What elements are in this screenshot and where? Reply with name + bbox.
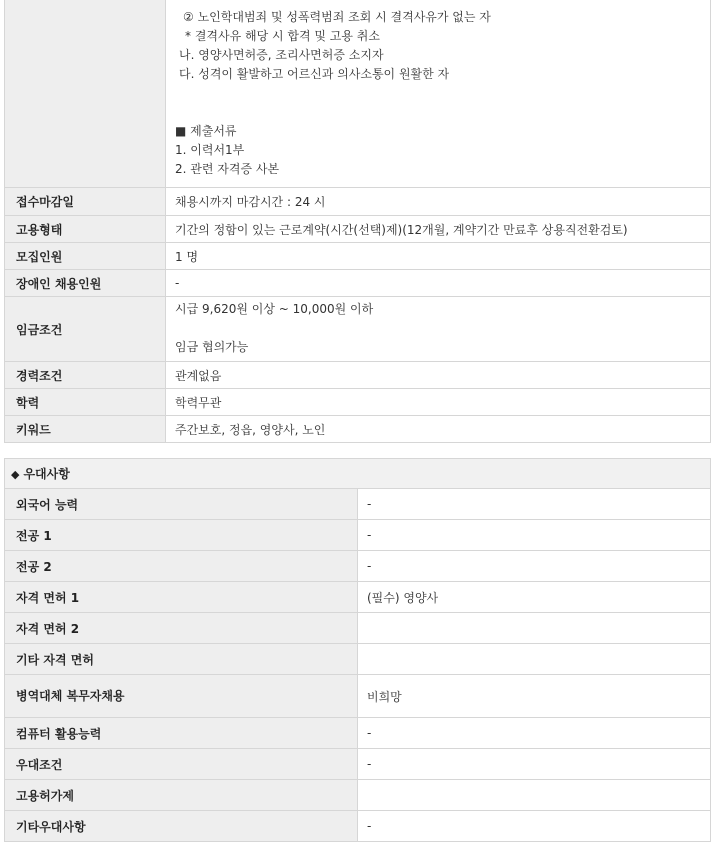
row-value bbox=[358, 780, 711, 811]
details-row bbox=[5, 0, 711, 188]
row-value: 학력무관 bbox=[166, 389, 711, 416]
diamond-bullet-icon: ◆ bbox=[11, 468, 20, 481]
education-row bbox=[5, 389, 711, 416]
pref-row bbox=[5, 749, 711, 780]
row-label: 자격 면허 1 bbox=[5, 582, 358, 613]
wage-negotiable: 임금 협의가능 bbox=[175, 340, 249, 354]
pref-row bbox=[5, 675, 711, 718]
pref-row bbox=[5, 613, 711, 644]
spacer bbox=[175, 103, 704, 122]
wage-row bbox=[5, 297, 711, 362]
row-value: 기간의 정함이 있는 근로계약(시간(선택)제)(12개월, 계약기간 만료후 상용직전환검토) bbox=[166, 216, 711, 243]
row-value: 주간보호, 정읍, 영양사, 노인 bbox=[166, 416, 711, 443]
row-label: 외국어 능력 bbox=[5, 489, 358, 520]
row-value bbox=[358, 644, 711, 675]
row-value: 비희망 bbox=[358, 675, 711, 718]
pref-row bbox=[5, 520, 711, 551]
preferences-table bbox=[4, 458, 711, 842]
pref-row bbox=[5, 551, 711, 582]
detail-note: 다. 성격이 활발하고 어르신과 의사소통이 원활한 자 bbox=[179, 67, 450, 81]
row-label: 자격 면허 2 bbox=[5, 613, 358, 644]
documents-heading: ■ 제출서류 bbox=[175, 124, 237, 138]
pref-row bbox=[5, 489, 711, 520]
deadline-row bbox=[5, 188, 711, 216]
row-label: 접수마감일 bbox=[5, 188, 166, 216]
row-value: (필수) 영양사 bbox=[358, 582, 711, 613]
pref-row bbox=[5, 780, 711, 811]
row-label: 고용형태 bbox=[5, 216, 166, 243]
row-value: - bbox=[358, 749, 711, 780]
wage-range: 시급 9,620원 이상 ~ 10,000원 이하 bbox=[175, 302, 374, 316]
row-value: - bbox=[358, 718, 711, 749]
row-label: 기타우대사항 bbox=[5, 811, 358, 842]
pref-row bbox=[5, 644, 711, 675]
document-item: 1. 이력서1부 bbox=[175, 143, 245, 157]
preferences-title: 우대사항 bbox=[23, 467, 70, 481]
row-label: 기타 자격 면허 bbox=[5, 644, 358, 675]
row-label: 임금조건 bbox=[5, 297, 166, 362]
row-value: - bbox=[358, 520, 711, 551]
pref-row bbox=[5, 718, 711, 749]
wage-cell bbox=[166, 297, 711, 362]
row-label: 컴퓨터 활용능력 bbox=[5, 718, 358, 749]
career-row bbox=[5, 362, 711, 389]
detail-note: 나. 영양사면허증, 조리사면허증 소지자 bbox=[179, 48, 384, 62]
keyword-row bbox=[5, 416, 711, 443]
preferences-header-row bbox=[5, 459, 711, 489]
row-label: 병역대체 복무자채용 bbox=[5, 675, 358, 718]
document-item: 2. 관련 자격증 사본 bbox=[175, 162, 280, 176]
row-value bbox=[358, 613, 711, 644]
detail-note: ② 노인학대범죄 및 성폭력범죄 조회 시 결격사유가 없는 자 bbox=[183, 10, 491, 24]
row-value: 채용시까지 마감시간 : 24 시 bbox=[166, 188, 711, 216]
pref-row bbox=[5, 582, 711, 613]
row-label: 고용허가제 bbox=[5, 780, 358, 811]
row-value: - bbox=[358, 489, 711, 520]
row-label: 장애인 채용인원 bbox=[5, 270, 166, 297]
detail-note: * 결격사유 해당 시 합격 및 고용 취소 bbox=[185, 29, 380, 43]
spacer bbox=[175, 84, 704, 103]
row-label: 우대조건 bbox=[5, 749, 358, 780]
details-label-cell bbox=[5, 0, 166, 188]
row-label: 학력 bbox=[5, 389, 166, 416]
row-value: - bbox=[358, 551, 711, 582]
row-label: 전공 2 bbox=[5, 551, 358, 582]
disabled-hiring-row bbox=[5, 270, 711, 297]
row-value: - bbox=[358, 811, 711, 842]
preferences-header bbox=[5, 459, 711, 489]
pref-row bbox=[5, 811, 711, 842]
row-label: 모집인원 bbox=[5, 243, 166, 270]
recruitment-conditions-table bbox=[4, 0, 711, 443]
row-value: 1 명 bbox=[166, 243, 711, 270]
row-label: 경력조건 bbox=[5, 362, 166, 389]
employment-type-row bbox=[5, 216, 711, 243]
details-cell bbox=[166, 0, 711, 188]
row-value: - bbox=[166, 270, 711, 297]
row-value: 관계없음 bbox=[166, 362, 711, 389]
spacer bbox=[175, 319, 704, 338]
headcount-row bbox=[5, 243, 711, 270]
row-label: 전공 1 bbox=[5, 520, 358, 551]
row-label: 키워드 bbox=[5, 416, 166, 443]
